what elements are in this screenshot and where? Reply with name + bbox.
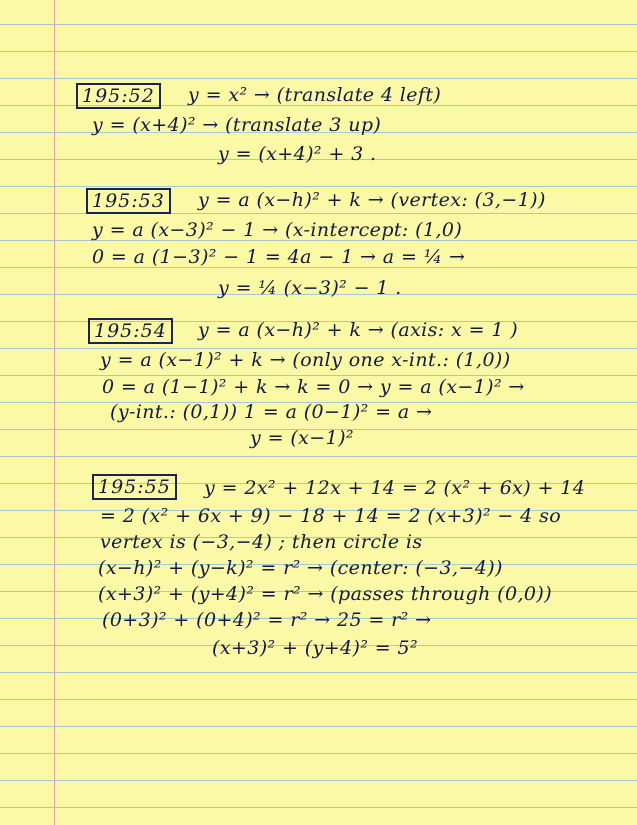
problem-label: 195:52 [76,83,161,109]
work-line: y = ¼ (x−3)² − 1 . [218,277,402,299]
work-line: (y-int.: (0,1)) 1 = a (0−1)² = a → [110,401,433,423]
work-line: y = (x+4)² → (translate 3 up) [92,114,382,136]
work-line: y = (x+4)² + 3 . [218,143,377,165]
work-line: 0 = a (1−3)² − 1 = 4a − 1 → a = ¼ → [92,246,466,268]
problem-label: 195:53 [86,188,171,214]
work-line: y = a (x−3)² − 1 → (x-intercept: (1,0) [92,219,463,241]
work-line: = 2 (x² + 6x + 9) − 18 + 14 = 2 (x+3)² − 4 so [100,505,562,527]
work-line: 0 = a (1−1)² + k → k = 0 → y = a (x−1)² → [102,376,525,398]
problem-label: 195:54 [88,318,173,344]
work-line: (x−h)² + (y−k)² = r² → (center: (−3,−4)) [98,557,503,579]
work-line: (x+3)² + (y+4)² = 5² [212,637,419,659]
work-line: y = 2x² + 12x + 14 = 2 (x² + 6x) + 14 [204,477,586,499]
work-line: (x+3)² + (y+4)² = r² → (passes through (0,0)) [98,583,553,605]
work-line: y = a (x−h)² + k → (axis: x = 1 ) [198,319,519,341]
work-line: y = (x−1)² [250,427,354,449]
problem-label: 195:55 [92,474,177,500]
work-line: y = x² → (translate 4 left) [188,84,442,106]
work-line: vertex is (−3,−4) ; then circle is [100,531,423,553]
work-line: y = a (x−h)² + k → (vertex: (3,−1)) [198,189,546,211]
work-line: (0+3)² + (0+4)² = r² → 25 = r² → [102,609,432,631]
work-line: y = a (x−1)² + k → (only one x-int.: (1,0)) [100,349,511,371]
